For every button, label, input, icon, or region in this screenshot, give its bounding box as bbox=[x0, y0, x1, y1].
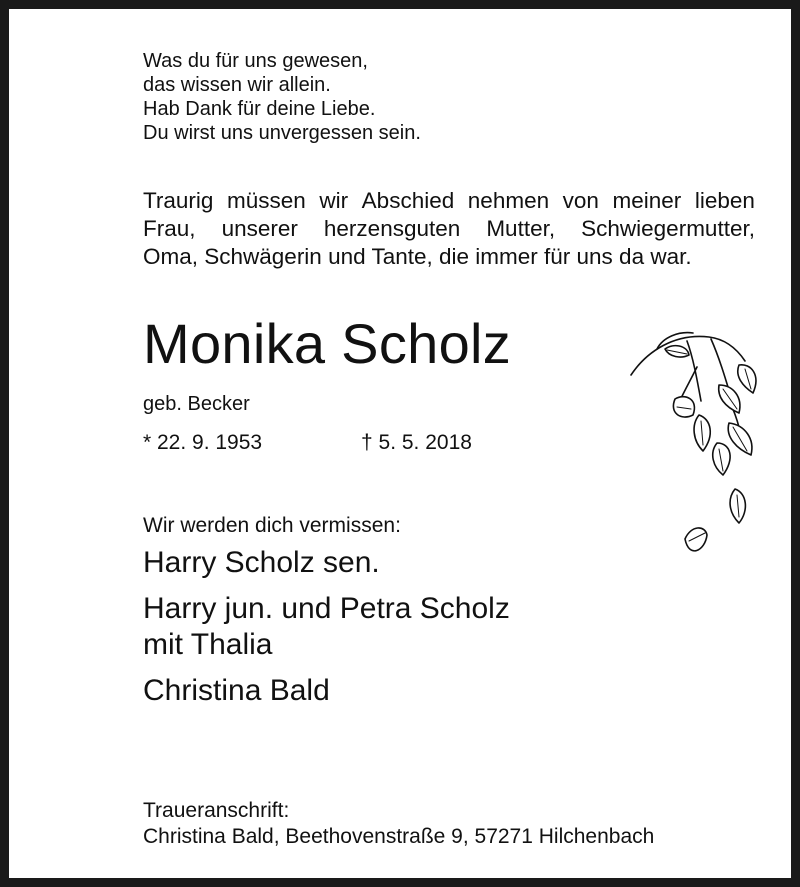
word: meiner bbox=[612, 188, 682, 213]
birch-leaves-icon bbox=[627, 327, 767, 577]
address-value: Christina Bald, Beethovenstraße 9, 57271 Hilchenbach bbox=[143, 825, 655, 848]
announcement-line bbox=[143, 215, 755, 243]
memorial-verse bbox=[143, 49, 421, 145]
word: herzensguten bbox=[323, 216, 461, 241]
death-date: † 5. 5. 2018 bbox=[361, 431, 472, 454]
announcement-text bbox=[143, 187, 755, 271]
mourner-name: Harry Scholz sen. bbox=[143, 546, 380, 579]
leaf bbox=[713, 443, 730, 475]
verse-line: Was du für uns gewesen, bbox=[143, 50, 368, 72]
mourner-name: mit Thalia bbox=[143, 628, 273, 661]
word: Traurig bbox=[143, 188, 214, 213]
word: Abschied bbox=[361, 188, 455, 213]
leaf bbox=[738, 365, 756, 393]
word: nehmen bbox=[467, 188, 550, 213]
branch-twig bbox=[687, 341, 701, 401]
word: müssen bbox=[227, 188, 306, 213]
word: von bbox=[562, 188, 599, 213]
address-label: Traueranschrift: bbox=[143, 799, 290, 822]
word: unserer bbox=[221, 216, 298, 241]
birth-name: geb. Becker bbox=[143, 393, 250, 415]
word: Mutter, bbox=[486, 216, 556, 241]
announcement-line bbox=[143, 187, 755, 215]
life-dates bbox=[143, 429, 472, 457]
word: wir bbox=[319, 188, 349, 213]
verse-line: Hab Dank für deine Liebe. bbox=[143, 98, 376, 120]
word: lieben bbox=[694, 188, 755, 213]
birth-date: * 22. 9. 1953 bbox=[143, 431, 263, 454]
mourners-list bbox=[143, 545, 510, 709]
mourner-name: Christina Bald bbox=[143, 674, 330, 707]
verse-line: Du wirst uns unvergessen sein. bbox=[143, 122, 421, 144]
leaf bbox=[685, 528, 707, 551]
announcement-line: Oma, Schwägerin und Tante, die immer für uns da war. bbox=[143, 244, 692, 269]
word: Schwiegermutter, bbox=[581, 216, 755, 241]
mourner-name: Harry jun. und Petra Scholz bbox=[143, 592, 510, 625]
leaf bbox=[665, 346, 689, 357]
mourners-intro: Wir werden dich vermissen: bbox=[143, 514, 401, 537]
word: Frau, bbox=[143, 216, 196, 241]
deceased-name: Monika Scholz bbox=[143, 312, 512, 375]
verse-line: das wissen wir allein. bbox=[143, 74, 331, 96]
